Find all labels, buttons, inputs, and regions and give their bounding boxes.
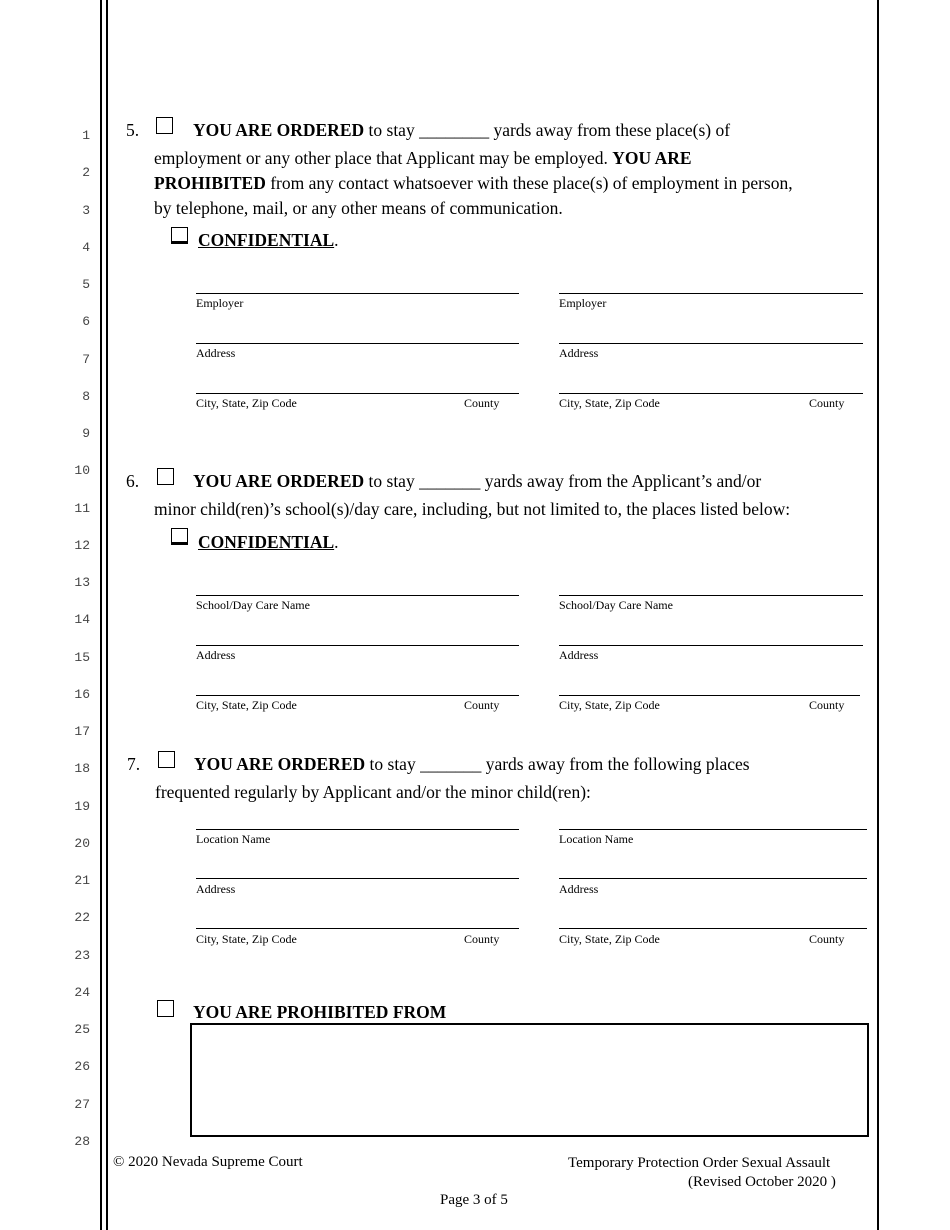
item7-line1-rest: to stay _______ yards away from the following places bbox=[365, 754, 750, 774]
item5-confidential bbox=[198, 228, 339, 253]
item6-right-address-label: Address bbox=[559, 648, 599, 662]
left-margin-rule-outer bbox=[100, 0, 102, 1230]
line-number: 10 bbox=[74, 463, 90, 478]
footer-revised: (Revised October 2020 ) bbox=[688, 1174, 836, 1190]
line-number: 17 bbox=[74, 724, 90, 739]
item6-left-school-label: School/Day Care Name bbox=[196, 598, 310, 612]
line-number: 22 bbox=[74, 910, 90, 925]
item5-left-city-line[interactable] bbox=[196, 393, 519, 394]
line-number: 28 bbox=[74, 1134, 90, 1149]
item6-confidential-checkbox[interactable] bbox=[171, 528, 188, 545]
item6-left-school-line[interactable] bbox=[196, 595, 519, 596]
item6-right-city-line[interactable] bbox=[559, 695, 860, 696]
item5-left-city-label: City, State, Zip Code bbox=[196, 396, 297, 410]
item5-left-employer-line[interactable] bbox=[196, 293, 519, 294]
line-number: 9 bbox=[82, 426, 90, 441]
item5-line3 bbox=[154, 171, 793, 196]
line-number: 16 bbox=[74, 687, 90, 702]
line-number: 5 bbox=[82, 277, 90, 292]
left-margin-rule-inner bbox=[106, 0, 108, 1230]
item7-left-address-label: Address bbox=[196, 882, 236, 896]
item7-left-location-line[interactable] bbox=[196, 829, 519, 830]
footer-form-title: Temporary Protection Order Sexual Assault bbox=[568, 1155, 831, 1171]
item6-line1 bbox=[193, 469, 761, 494]
item6-ordered: YOU ARE ORDERED bbox=[193, 471, 365, 491]
item6-confidential-label: CONFIDENTIAL bbox=[198, 532, 335, 552]
item6-right-county-label: County bbox=[809, 698, 845, 712]
line-number: 24 bbox=[74, 985, 90, 1000]
line-number: 26 bbox=[74, 1059, 90, 1074]
line-number: 8 bbox=[82, 389, 90, 404]
item5-right-employer-line[interactable] bbox=[559, 293, 863, 294]
item7-line1 bbox=[194, 752, 750, 777]
prohibited-heading bbox=[193, 1000, 446, 1025]
footer-page-number: Page 3 of 5 bbox=[440, 1192, 508, 1208]
line-number: 27 bbox=[74, 1097, 90, 1112]
item5-checkbox[interactable] bbox=[156, 117, 173, 134]
prohibited-heading-text: YOU ARE PROHIBITED FROM bbox=[193, 1002, 447, 1022]
line-number: 19 bbox=[74, 799, 90, 814]
line-number: 6 bbox=[82, 314, 90, 329]
item5-right-city-line[interactable] bbox=[559, 393, 863, 394]
line-number: 3 bbox=[82, 203, 90, 218]
item6-checkbox[interactable] bbox=[157, 468, 174, 485]
item5-left-employer-label: Employer bbox=[196, 296, 244, 310]
item5-line1 bbox=[193, 118, 730, 143]
line-number: 20 bbox=[74, 836, 90, 851]
prohibited-checkbox[interactable] bbox=[157, 1000, 174, 1017]
line-number: 21 bbox=[74, 873, 90, 888]
item7-right-address-line[interactable] bbox=[559, 878, 867, 879]
item6-right-address-line[interactable] bbox=[559, 645, 863, 646]
item6-left-address-line[interactable] bbox=[196, 645, 519, 646]
item7-left-county-label: County bbox=[464, 932, 500, 946]
item5-line2-a: employment or any other place that Applicant may be employed. bbox=[154, 148, 613, 168]
item7-number: 7. bbox=[127, 754, 141, 774]
item7-ordered: YOU ARE ORDERED bbox=[194, 754, 366, 774]
item6-left-city-line[interactable] bbox=[196, 695, 519, 696]
item6-number: 6. bbox=[126, 471, 140, 491]
item5-line4: by telephone, mail, or any other means of communication. bbox=[154, 198, 563, 218]
item6-right-school-label: School/Day Care Name bbox=[559, 598, 673, 612]
item5-right-employer-label: Employer bbox=[559, 296, 607, 310]
item7-left-address-line[interactable] bbox=[196, 878, 519, 879]
line-number: 12 bbox=[74, 538, 90, 553]
item6-left-county-label: County bbox=[464, 698, 500, 712]
item7-checkbox[interactable] bbox=[158, 751, 175, 768]
item5-right-address-label: Address bbox=[559, 346, 599, 360]
item7-right-address-label: Address bbox=[559, 882, 599, 896]
line-number: 11 bbox=[74, 501, 90, 516]
item5-right-address-line[interactable] bbox=[559, 343, 863, 344]
item7-left-city-label: City, State, Zip Code bbox=[196, 932, 297, 946]
item5-line2 bbox=[154, 146, 692, 171]
line-number: 2 bbox=[82, 165, 90, 180]
line-number: 13 bbox=[74, 575, 90, 590]
item7-line2: frequented regularly by Applicant and/or the minor child(ren): bbox=[155, 782, 591, 802]
item6-right-city-label: City, State, Zip Code bbox=[559, 698, 660, 712]
item5-right-county-label: County bbox=[809, 396, 845, 410]
item5-number: 5. bbox=[126, 120, 140, 140]
item5-line2-b: YOU ARE bbox=[612, 148, 692, 168]
line-number: 1 bbox=[82, 128, 90, 143]
item5-confidential-period: . bbox=[334, 230, 339, 250]
item6-left-address-label: Address bbox=[196, 648, 236, 662]
line-number: 15 bbox=[74, 650, 90, 665]
item5-line3-b: from any contact whatsoever with these place(s) of employment in person, bbox=[265, 173, 793, 193]
line-number: 4 bbox=[82, 240, 90, 255]
line-number: 25 bbox=[74, 1022, 90, 1037]
item6-line1-rest: to stay _______ yards away from the Applicant’s and/or bbox=[364, 471, 762, 491]
item5-right-city-label: City, State, Zip Code bbox=[559, 396, 660, 410]
item6-confidential bbox=[198, 530, 339, 555]
line-number: 14 bbox=[74, 612, 90, 627]
item7-right-location-label: Location Name bbox=[559, 832, 634, 846]
item7-right-city-label: City, State, Zip Code bbox=[559, 932, 660, 946]
item5-confidential-label: CONFIDENTIAL bbox=[198, 230, 335, 250]
item5-left-county-label: County bbox=[464, 396, 500, 410]
line-number: 7 bbox=[82, 352, 90, 367]
item5-line1-rest: to stay ________ yards away from these place(s) of bbox=[364, 120, 731, 140]
item6-confidential-period: . bbox=[334, 532, 339, 552]
item6-line2: minor child(ren)’s school(s)/day care, including, but not limited to, the places listed below: bbox=[154, 499, 791, 519]
item5-left-address-label: Address bbox=[196, 346, 236, 360]
prohibited-text-box[interactable] bbox=[190, 1023, 869, 1137]
item5-left-address-line[interactable] bbox=[196, 343, 519, 344]
footer-copyright: © 2020 Nevada Supreme Court bbox=[113, 1154, 303, 1170]
item7-left-location-label: Location Name bbox=[196, 832, 271, 846]
item7-right-county-label: County bbox=[809, 932, 845, 946]
item5-confidential-checkbox[interactable] bbox=[171, 227, 188, 244]
item5-line3-a: PROHIBITED bbox=[154, 173, 266, 193]
line-number: 23 bbox=[74, 948, 90, 963]
item5-ordered: YOU ARE ORDERED bbox=[193, 120, 365, 140]
item6-left-city-label: City, State, Zip Code bbox=[196, 698, 297, 712]
line-number: 18 bbox=[74, 761, 90, 776]
item7-right-city-line[interactable] bbox=[559, 928, 867, 929]
right-margin-rule bbox=[877, 0, 879, 1230]
item7-right-location-line[interactable] bbox=[559, 829, 867, 830]
item6-right-school-line[interactable] bbox=[559, 595, 863, 596]
item7-left-city-line[interactable] bbox=[196, 928, 519, 929]
